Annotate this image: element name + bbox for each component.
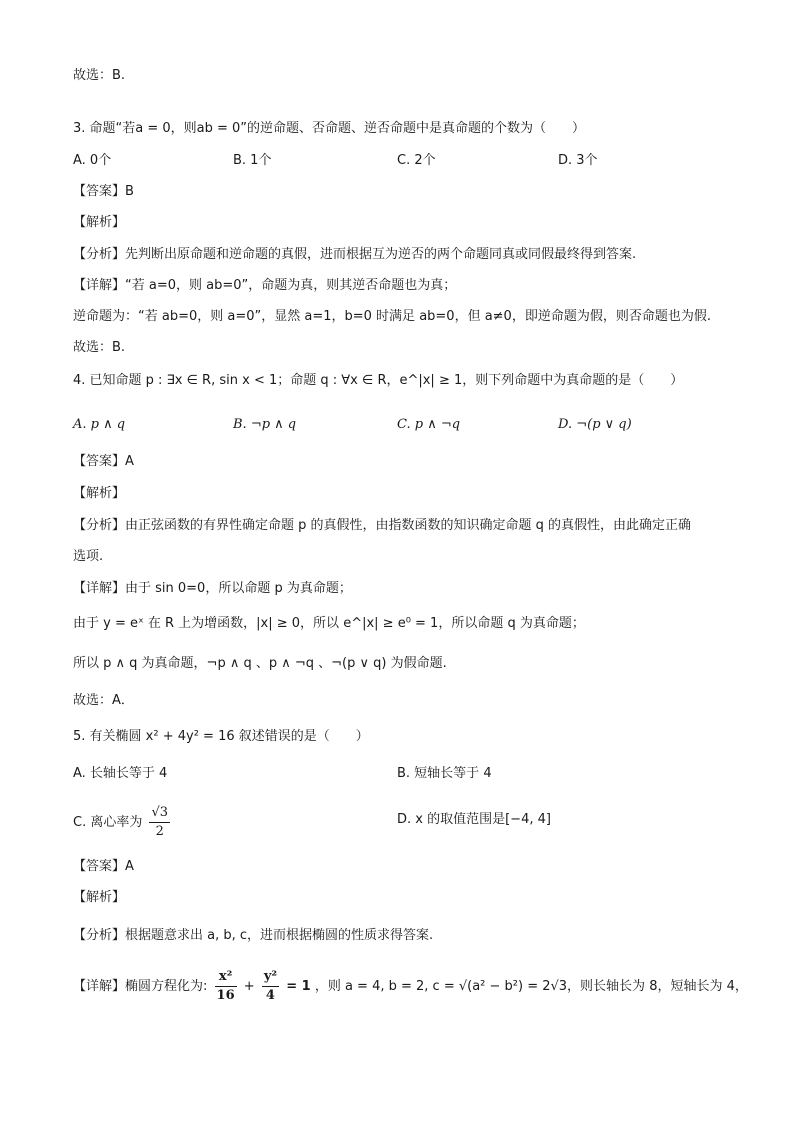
q4-detail-1: 【详解】由于 sin 0=0，所以命题 p 为真命题；: [73, 581, 352, 596]
q3-stem: 3. 命题“若a = 0，则ab = 0”的逆命题、否命题、逆否命题中是真命题的个数为（ ）: [73, 121, 586, 136]
fraction-denominator: 16: [216, 988, 235, 1003]
fraction-numerator: √3: [149, 804, 170, 823]
fraction-denominator: 2: [155, 824, 164, 839]
q5-option-c-label: C. 离心率为: [73, 815, 143, 830]
q5-option-b: B. 短轴长等于 4: [397, 766, 492, 781]
q3-conclusion: 故选：B.: [73, 340, 126, 355]
q4-fenxi-1: 【分析】由正弦函数的有界性确定命题 p 的真假性，由指数函数的知识确定命题 q 的真假性，由此确定正确: [73, 518, 692, 533]
q3-analysis-head: 【解析】: [73, 215, 126, 230]
q3-detail-1: 【详解】“若 a=0，则 ab=0”，命题为真，则其逆否命题也为真；: [73, 278, 457, 293]
q4-analysis-head: 【解析】: [73, 486, 126, 501]
q3-detail-2: 逆命题为：“若 ab=0，则 a=0”，显然 a=1，b=0 时满足 ab=0，但 a≠0，即逆命题为假，则否命题也为假.: [73, 309, 711, 324]
q5-option-d: D. x 的取值范围是[−4, 4]: [397, 812, 551, 827]
q4-option-c: C. p ∧ ¬q: [397, 417, 461, 432]
fraction-denominator: 4: [265, 988, 275, 1003]
ellipse-term-y: [262, 968, 279, 1005]
q2-conclusion: 故选：B.: [73, 68, 126, 83]
q5-detail-suffix: ，则 a = 4, b = 2, c = √(a² − b²) = 2√3，则长轴长为 8，短轴长为 4，: [314, 979, 748, 994]
plus-sign: +: [243, 979, 255, 994]
q5-option-a: A. 长轴长等于 4: [73, 766, 168, 781]
equals-one: = 1: [286, 979, 311, 994]
q4-fenxi-2: 选项.: [73, 549, 104, 564]
eccentricity-fraction: [149, 804, 170, 841]
q5-answer: 【答案】A: [73, 859, 134, 874]
q4-option-d: D. ¬(p ∨ q): [558, 417, 632, 432]
q4-conclusion: 故选：A．: [73, 693, 134, 708]
q3-option-c: C. 2个: [397, 153, 436, 168]
q5-detail: [73, 968, 748, 1005]
q3-fenxi: 【分析】先判断出原命题和逆命题的真假，进而根据互为逆否的两个命题同真或同假最终得到答案.: [73, 247, 637, 262]
q3-answer: 【答案】B: [73, 184, 134, 199]
fraction-numerator: y²: [262, 968, 279, 987]
q4-stem: 4. 已知命题 p : ∃x ∈ R, sin x < 1；命题 q : ∀x ∈ R，e^|x| ≥ 1，则下列命题中为真命题的是（ ）: [73, 373, 684, 388]
q4-answer: 【答案】A: [73, 454, 134, 469]
q5-fenxi: 【分析】根据题意求出 a, b, c，进而根据椭圆的性质求得答案.: [73, 928, 434, 943]
q3-option-b: B. 1个: [233, 153, 272, 168]
q4-detail-2: 由于 y = eˣ 在 R 上为增函数，|x| ≥ 0，所以 e^|x| ≥ e⁰ = 1，所以命题 q 为真命题；: [73, 616, 585, 631]
q5-stem: 5. 有关椭圆 x² + 4y² = 16 叙述错误的是（ ）: [73, 729, 369, 744]
q4-option-a: A. p ∧ q: [73, 417, 126, 432]
q4-detail-3: 所以 p ∧ q 为真命题，¬p ∧ q 、p ∧ ¬q 、¬(p ∨ q) 为假命题.: [73, 656, 447, 671]
q5-analysis-head: 【解析】: [73, 890, 126, 905]
ellipse-term-x: [215, 968, 237, 1005]
q3-option-d: D. 3个: [558, 153, 598, 168]
fraction-numerator: x²: [215, 968, 237, 987]
q5-option-c: [73, 804, 173, 841]
q3-option-a: A. 0个: [73, 153, 112, 168]
q5-detail-prefix: 【详解】椭圆方程化为:: [73, 979, 208, 994]
q4-option-b: B. ¬p ∧ q: [233, 417, 297, 432]
